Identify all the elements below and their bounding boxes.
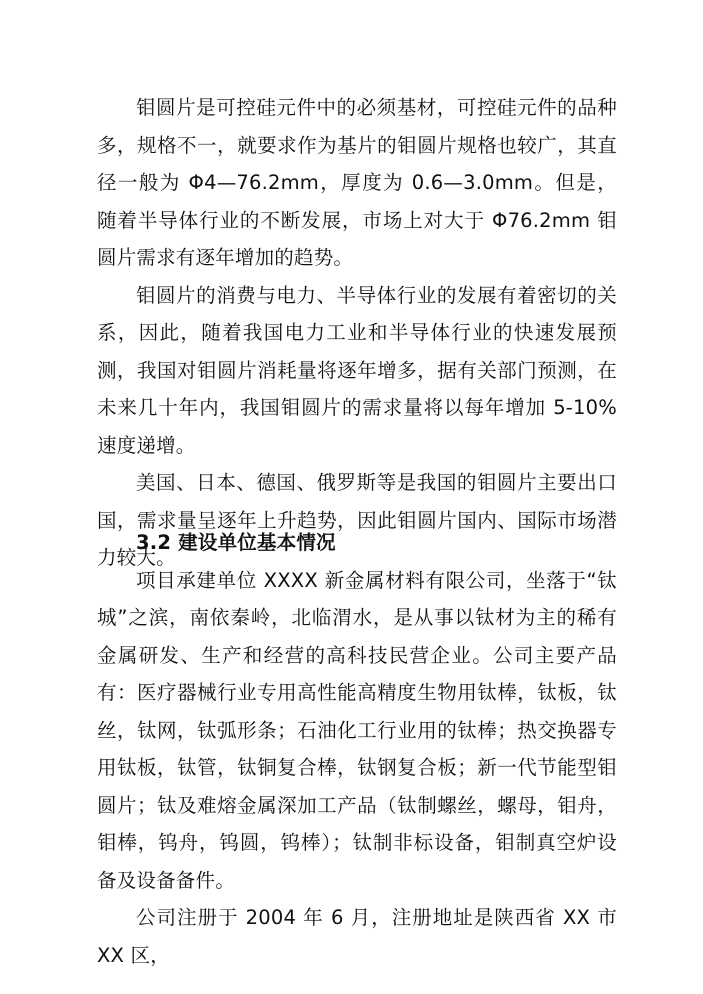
section-heading: 3.2 建设单位基本情况 [136,531,336,554]
paragraph-export-markets: 美国、日本、德国、俄罗斯等是我国的钼圆片主要出口国，需求量呈逐年上升趋势，因此钼圆片国内、国际市场潜力较大。 [97,471,617,569]
company-section [97,524,617,974]
market-analysis-section [97,89,617,577]
paragraph-consumption-forecast: 钼圆片的消费与电力、半导体行业的发展有着密切的关系，因此，随着我国电力工业和半导体行业的快速发展预测，我国对钼圆片消耗量将逐年增多，据有关部门预测，在未来几十年内，我国钼圆片的需求量将以每年增加 5-10%速度递增。 [97,283,617,457]
paragraph-company-overview: 项目承建单位 XXXX 新金属材料有限公司，坐落于“钛城”之滨，南依秦岭，北临渭水，是从事以钛材为主的稀有金属研发、生产和经营的高科技民营企业。公司主要产品有：医疗器械行业专用高性能高精度生物用钛棒，钛板，钛丝，钛网，钛弧形条；石油化工行业用的钛棒；热交换器专用钛板，钛管，钛铜复合棒，钛钢复合板；新一代节能型钼圆片；钛及难熔金属深加工产品（钛制螺丝，螺母，钼舟，钼棒，钨舟，钨圆，钨棒）；钛制非标设备，钼制真空炉设备及设备备件。 [97,568,617,892]
paragraph-company-registration: 公司注册于 2004 年 6 月，注册地址是陕西省 XX 市 XX 区， [97,906,617,967]
paragraph-molybdenum-wafer-specs: 钼圆片是可控硅元件中的必须基材，可控硅元件的品种多，规格不一，就要求作为基片的钼圆片规格也较广，其直径一般为 Φ4—76.2mm，厚度为 0.6—3.0mm。但是，随着半导体行业的不断发展，市场上对大于 Φ76.2mm 钼圆片需求有逐年增加的趋势。 [97,96,617,269]
